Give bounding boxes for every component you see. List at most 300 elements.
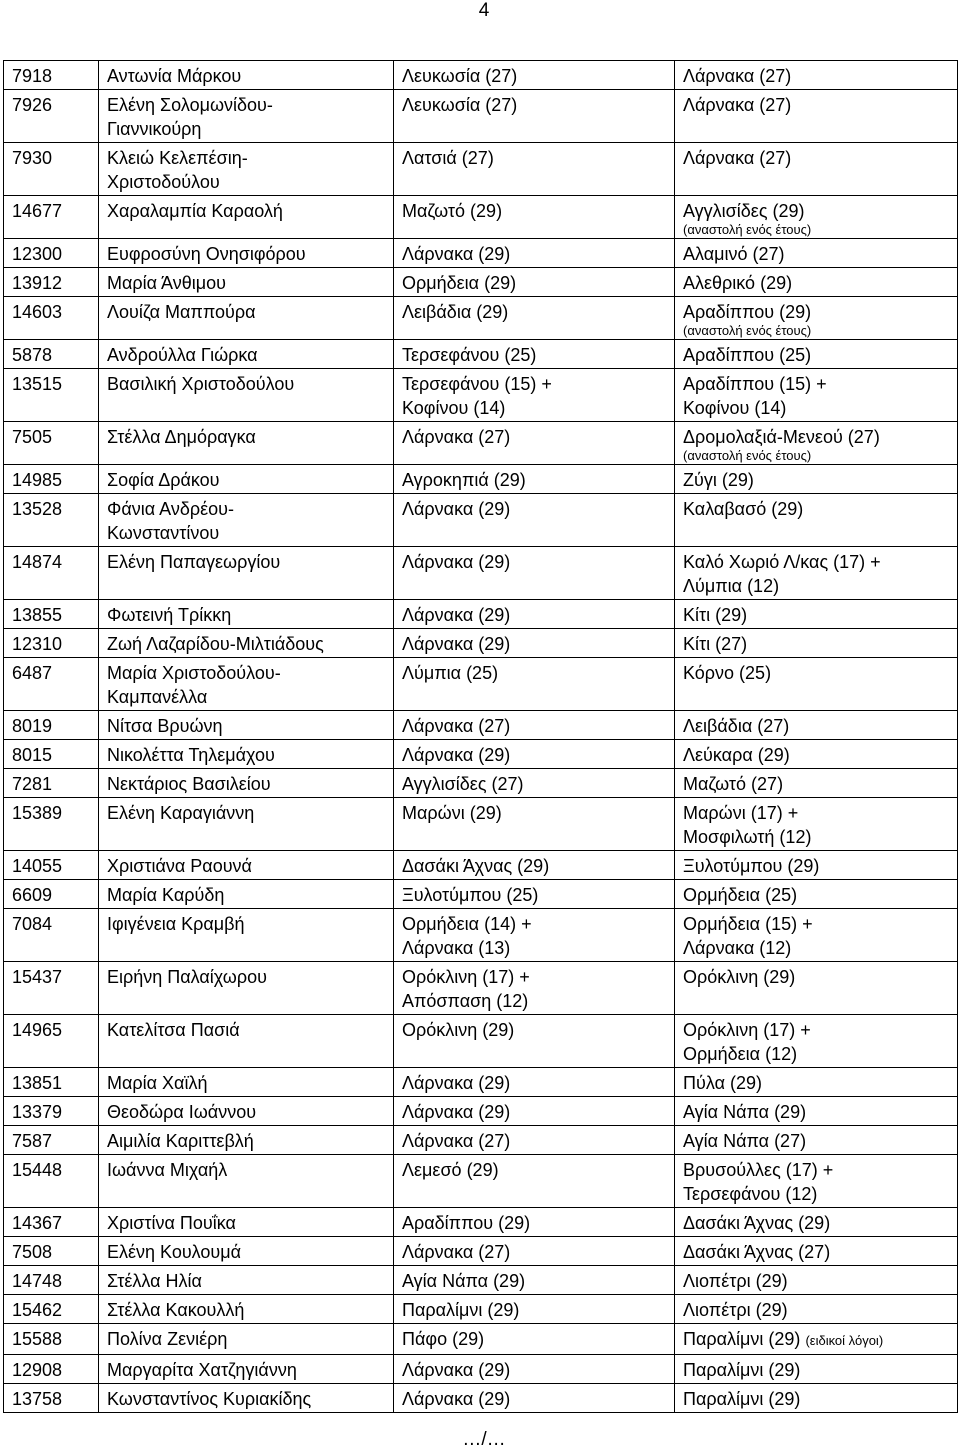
cell-text: Ξυλοτύμπου (29): [683, 856, 820, 876]
current-school: [394, 629, 675, 658]
cell-text: Αιμιλία Καριττεβλή: [107, 1131, 254, 1151]
cell-text: Ελένη Κουλουμά: [107, 1242, 242, 1262]
cell-text: Λάρνακα (27): [402, 1242, 511, 1262]
cell-text: Λιοπέτρι (29): [683, 1300, 788, 1320]
teacher-name: [99, 1324, 394, 1355]
current-school: [394, 1126, 675, 1155]
cell-text: Κοφίνου (14): [402, 398, 506, 418]
cell-text: 13515: [12, 374, 63, 394]
cell-text: Παραλίμνι (29): [683, 1389, 801, 1409]
table-row: [4, 740, 958, 769]
cell-text: 15389: [12, 803, 63, 823]
cell-text: 7930: [12, 148, 53, 168]
teacher-id: [4, 465, 99, 494]
new-school: [675, 1126, 958, 1155]
teacher-id: [4, 711, 99, 740]
table-row: [4, 90, 958, 143]
teacher-name: [99, 1237, 394, 1266]
teacher-name: [99, 196, 394, 239]
current-school: [394, 1266, 675, 1295]
transfer-note: (αναστολή ενός έτους): [683, 448, 812, 463]
teacher-id: [4, 798, 99, 851]
table-row: [4, 798, 958, 851]
cell-text: 7084: [12, 914, 53, 934]
cell-text: 13528: [12, 499, 63, 519]
cell-text: Αγία Νάπα (29): [402, 1271, 526, 1291]
cell-text: Λάρνακα (27): [683, 148, 792, 168]
new-school: [675, 143, 958, 196]
teacher-name: [99, 740, 394, 769]
cell-text: Δασάκι Άχνας (29): [402, 856, 550, 876]
new-school: [675, 880, 958, 909]
cell-text: Αντωνία Μάρκου: [107, 66, 242, 86]
table-row: [4, 629, 958, 658]
cell-text: 12310: [12, 634, 63, 654]
cell-text: Χαραλαμπία Καραολή: [107, 201, 283, 221]
cell-text: Μαζωτό (29): [402, 201, 503, 221]
table-row: [4, 1237, 958, 1266]
cell-text: Λευκωσία (27): [402, 66, 518, 86]
transfer-note: (αναστολή ενός έτους): [683, 323, 812, 338]
current-school: [394, 547, 675, 600]
new-school: [675, 600, 958, 629]
table-row: [4, 769, 958, 798]
cell-text: Βασιλική Χριστοδούλου: [107, 374, 295, 394]
teacher-id: [4, 196, 99, 239]
cell-text: Ορόκλινη (29): [402, 1020, 515, 1040]
cell-text: 14985: [12, 470, 63, 490]
current-school: [394, 1324, 675, 1355]
teacher-id: [4, 600, 99, 629]
cell-text: Ορμήδεια (25): [683, 885, 798, 905]
cell-text: 8019: [12, 716, 53, 736]
new-school: [675, 465, 958, 494]
cell-text: Ευφροσύνη Ονησιφόρου: [107, 244, 306, 264]
current-school: [394, 880, 675, 909]
cell-text: Απόσπαση (12): [402, 991, 529, 1011]
cell-text: Θεοδώρα Ιωάννου: [107, 1102, 257, 1122]
teacher-name: [99, 880, 394, 909]
cell-text: Αραδίππου (29): [683, 302, 812, 322]
teacher-id: [4, 547, 99, 600]
cell-text: Λάρνακα (29): [402, 1389, 511, 1409]
teacher-name: [99, 494, 394, 547]
new-school: [675, 711, 958, 740]
cell-text: 15448: [12, 1160, 63, 1180]
teacher-name: [99, 239, 394, 268]
cell-text: Τερσεφάνου (25): [402, 345, 537, 365]
table-row: [4, 851, 958, 880]
current-school: [394, 769, 675, 798]
cell-text: Νικολέττα Τηλεμάχου: [107, 745, 275, 765]
cell-text: Κλειώ Κελεπέσιη-: [107, 148, 248, 168]
cell-text: Νίτσα Βρυώνη: [107, 716, 223, 736]
cell-text: Λάρνακα (29): [402, 1073, 511, 1093]
cell-text: Αραδίππου (25): [683, 345, 812, 365]
cell-text: 15588: [12, 1329, 63, 1349]
current-school: [394, 1068, 675, 1097]
cell-text: Χριστοδούλου: [107, 172, 220, 192]
new-school: [675, 1295, 958, 1324]
table-row: [4, 422, 958, 465]
page-footer: …/…: [462, 1429, 506, 1450]
table-row: [4, 239, 958, 268]
cell-text: Φωτεινή Τρίκκη: [107, 605, 232, 625]
cell-text: Λάρνακα (27): [683, 66, 792, 86]
current-school: [394, 297, 675, 340]
cell-text: Λάρνακα (29): [402, 634, 511, 654]
cell-text: Κίτι (27): [683, 634, 748, 654]
table-row: [4, 1355, 958, 1384]
current-school: [394, 1155, 675, 1208]
teacher-id: [4, 1068, 99, 1097]
teacher-id: [4, 1237, 99, 1266]
cell-text: 7918: [12, 66, 53, 86]
teacher-id: [4, 1097, 99, 1126]
teacher-id: [4, 1384, 99, 1413]
cell-text: 6609: [12, 885, 53, 905]
cell-text: Πάφο (29): [402, 1329, 485, 1349]
cell-text: Δρομολαξιά-Μενεού (27): [683, 427, 880, 447]
current-school: [394, 962, 675, 1015]
table-row: [4, 909, 958, 962]
new-school: [675, 494, 958, 547]
teacher-id: [4, 1208, 99, 1237]
cell-text: Μαρία Χριστοδούλου-: [107, 663, 281, 683]
teacher-id: [4, 962, 99, 1015]
teacher-id: [4, 369, 99, 422]
teacher-id: [4, 143, 99, 196]
cell-text: Καμπανέλλα: [107, 687, 208, 707]
new-school: [675, 1355, 958, 1384]
teacher-name: [99, 1208, 394, 1237]
teacher-name: [99, 769, 394, 798]
cell-text: 12300: [12, 244, 63, 264]
table-row: [4, 1208, 958, 1237]
teacher-id: [4, 1266, 99, 1295]
cell-text: Λεύκαρα (29): [683, 745, 790, 765]
table-row: [4, 1068, 958, 1097]
cell-text: Ελένη Σολομωνίδου-: [107, 95, 273, 115]
teacher-name: [99, 465, 394, 494]
table-row: [4, 143, 958, 196]
current-school: [394, 494, 675, 547]
teacher-name: [99, 1068, 394, 1097]
teacher-name: [99, 658, 394, 711]
table-row: [4, 658, 958, 711]
current-school: [394, 1015, 675, 1068]
teacher-id: [4, 740, 99, 769]
cell-text: Μαρώνι (17) +: [683, 803, 799, 823]
cell-text: Ορμήδεια (12): [683, 1044, 798, 1064]
table-row: [4, 61, 958, 90]
teacher-name: [99, 547, 394, 600]
new-school: [675, 90, 958, 143]
cell-text: Αγγλισίδες (27): [402, 774, 524, 794]
cell-text: 7926: [12, 95, 53, 115]
cell-text: 15462: [12, 1300, 63, 1320]
current-school: [394, 143, 675, 196]
cell-text: Ιφιγένεια Κραμβή: [107, 914, 245, 934]
new-school: [675, 1015, 958, 1068]
current-school: [394, 1384, 675, 1413]
cell-text: 13379: [12, 1102, 63, 1122]
table-row: [4, 1155, 958, 1208]
cell-text: Μαργαρίτα Χατζηγιάννη: [107, 1360, 297, 1380]
table-row: [4, 340, 958, 369]
teacher-id: [4, 1355, 99, 1384]
table-row: [4, 465, 958, 494]
current-school: [394, 196, 675, 239]
teacher-id: [4, 297, 99, 340]
table-row: [4, 547, 958, 600]
teacher-id: [4, 1155, 99, 1208]
current-school: [394, 798, 675, 851]
cell-text: Κωνσταντίνου: [107, 523, 220, 543]
new-school: [675, 61, 958, 90]
table-row: [4, 1266, 958, 1295]
cell-text: Λάρνακα (29): [402, 499, 511, 519]
cell-text: Κωνσταντίνος Κυριακίδης: [107, 1389, 312, 1409]
cell-text: Ανδρούλλα Γιώρκα: [107, 345, 258, 365]
teacher-name: [99, 143, 394, 196]
new-school: [675, 798, 958, 851]
cell-text: 8015: [12, 745, 53, 765]
cell-text: 7508: [12, 1242, 53, 1262]
cell-text: 14748: [12, 1271, 63, 1291]
teacher-name: [99, 1155, 394, 1208]
cell-text: Λάρνακα (27): [402, 716, 511, 736]
new-school: [675, 851, 958, 880]
cell-text: Αγγλισίδες (29): [683, 201, 805, 221]
table-row: [4, 297, 958, 340]
cell-text: Κατελίτσα Πασιά: [107, 1020, 240, 1040]
new-school: [675, 629, 958, 658]
teacher-name: [99, 600, 394, 629]
cell-text: Ιωάννα Μιχαήλ: [107, 1160, 228, 1180]
cell-text: Αραδίππου (15) +: [683, 374, 827, 394]
new-school: [675, 962, 958, 1015]
new-school: [675, 1208, 958, 1237]
table-row: [4, 1384, 958, 1413]
cell-text: Λευκωσία (27): [402, 95, 518, 115]
new-school: [675, 340, 958, 369]
teacher-name: [99, 1384, 394, 1413]
cell-text: 12908: [12, 1360, 63, 1380]
current-school: [394, 658, 675, 711]
teacher-name: [99, 851, 394, 880]
cell-text: Ορόκλινη (17) +: [683, 1020, 811, 1040]
cell-text: Λύμπια (25): [402, 663, 499, 683]
cell-text: Κόρνο (25): [683, 663, 772, 683]
cell-text: Λάρνακα (29): [402, 552, 511, 572]
table-row: [4, 711, 958, 740]
cell-text: 14965: [12, 1020, 63, 1040]
teacher-id: [4, 880, 99, 909]
teacher-name: [99, 340, 394, 369]
cell-text: Λεμεσό (29): [402, 1160, 499, 1180]
cell-text: Λάρνακα (13): [402, 938, 511, 958]
cell-text: Παραλίμνι (29): [683, 1329, 801, 1349]
teacher-id: [4, 239, 99, 268]
new-school: [675, 1384, 958, 1413]
teacher-name: [99, 1295, 394, 1324]
cell-text: Παραλίμνι (29): [683, 1360, 801, 1380]
new-school: [675, 740, 958, 769]
table-row: [4, 268, 958, 297]
cell-text: Λάρνακα (27): [683, 95, 792, 115]
cell-text: Στέλλα Κακουλλή: [107, 1300, 245, 1320]
cell-text: Πύλα (29): [683, 1073, 762, 1093]
cell-text: 13851: [12, 1073, 63, 1093]
new-school: [675, 909, 958, 962]
current-school: [394, 61, 675, 90]
cell-text: 14367: [12, 1213, 63, 1233]
cell-text: Ζωή Λαζαρίδου-Μιλτιάδους: [107, 634, 324, 654]
cell-text: Μαρία Καρύδη: [107, 885, 225, 905]
current-school: [394, 740, 675, 769]
current-school: [394, 600, 675, 629]
current-school: [394, 1097, 675, 1126]
cell-text: Γιαννικούρη: [107, 119, 202, 139]
new-school: [675, 547, 958, 600]
teacher-name: [99, 1355, 394, 1384]
teacher-name: [99, 90, 394, 143]
teacher-id: [4, 340, 99, 369]
cell-text: Μαζωτό (27): [683, 774, 784, 794]
cell-text: Κίτι (29): [683, 605, 748, 625]
cell-text: Μοσφιλωτή (12): [683, 827, 812, 847]
cell-text: Νεκτάριος Βασιλείου: [107, 774, 271, 794]
cell-text: Πολίνα Ζενιέρη: [107, 1329, 228, 1349]
new-school: [675, 422, 958, 465]
cell-text: Λάρνακα (29): [402, 745, 511, 765]
table-row: [4, 494, 958, 547]
teacher-name: [99, 369, 394, 422]
teacher-id: [4, 61, 99, 90]
teacher-id: [4, 1126, 99, 1155]
cell-text: Ορόκλινη (17) +: [402, 967, 530, 987]
cell-text: Ξυλοτύμπου (25): [402, 885, 539, 905]
cell-text: Ζύγι (29): [683, 470, 754, 490]
cell-text: Ειρήνη Παλαίχωρου: [107, 967, 267, 987]
teacher-id: [4, 658, 99, 711]
current-school: [394, 851, 675, 880]
cell-text: Λουίζα Μαππούρα: [107, 302, 256, 322]
cell-text: Χριστίνα Πουΐκα: [107, 1213, 236, 1233]
cell-text: Δασάκι Άχνας (27): [683, 1242, 831, 1262]
cell-text: Λάρνακα (29): [402, 605, 511, 625]
cell-text: Καλό Χωριό Λ/κας (17) +: [683, 552, 881, 572]
cell-text: 7587: [12, 1131, 53, 1151]
cell-text: Ελένη Καραγιάννη: [107, 803, 255, 823]
new-school: [675, 1068, 958, 1097]
cell-text: Στέλλα Ηλία: [107, 1271, 202, 1291]
current-school: [394, 1237, 675, 1266]
cell-line: [683, 1327, 952, 1353]
teacher-name: [99, 962, 394, 1015]
teacher-id: [4, 769, 99, 798]
table-row: [4, 1126, 958, 1155]
cell-text: 15437: [12, 967, 63, 987]
cell-text: Δασάκι Άχνας (29): [683, 1213, 831, 1233]
teacher-id: [4, 1295, 99, 1324]
table-row: [4, 196, 958, 239]
cell-text: Ελένη Παπαγεωργίου: [107, 552, 281, 572]
new-school: [675, 1097, 958, 1126]
teacher-id: [4, 629, 99, 658]
table-row: [4, 369, 958, 422]
current-school: [394, 268, 675, 297]
new-school: [675, 297, 958, 340]
new-school: [675, 239, 958, 268]
cell-text: Λάρνακα (29): [402, 1360, 511, 1380]
cell-text: 7505: [12, 427, 53, 447]
cell-text: Λάρνακα (29): [402, 244, 511, 264]
teacher-id: [4, 268, 99, 297]
cell-text: Ορμήδεια (15) +: [683, 914, 813, 934]
cell-text: 14055: [12, 856, 63, 876]
teacher-id: [4, 1015, 99, 1068]
teacher-name: [99, 1097, 394, 1126]
current-school: [394, 1355, 675, 1384]
cell-text: Αλαμινό (27): [683, 244, 785, 264]
table-row: [4, 880, 958, 909]
cell-text: Σοφία Δράκου: [107, 470, 220, 490]
cell-text: Ορμήδεια (14) +: [402, 914, 532, 934]
new-school: [675, 1155, 958, 1208]
cell-text: 7281: [12, 774, 53, 794]
current-school: [394, 369, 675, 422]
transfer-table: [3, 60, 958, 1413]
cell-text: 14603: [12, 302, 63, 322]
cell-text: Λατσιά (27): [402, 148, 494, 168]
teacher-name: [99, 1266, 394, 1295]
cell-text: Αγία Νάπα (27): [683, 1131, 807, 1151]
page-number: 4: [478, 0, 490, 21]
new-school: [675, 268, 958, 297]
cell-text: Ορμήδεια (29): [402, 273, 517, 293]
cell-text: 13758: [12, 1389, 63, 1409]
table-row: [4, 1097, 958, 1126]
teacher-name: [99, 61, 394, 90]
teacher-name: [99, 909, 394, 962]
new-school: [675, 658, 958, 711]
teacher-name: [99, 1126, 394, 1155]
current-school: [394, 239, 675, 268]
new-school: [675, 196, 958, 239]
cell-text: Μαρία Άνθιμου: [107, 273, 226, 293]
cell-text: Παραλίμνι (29): [402, 1300, 520, 1320]
cell-text: Λάρνακα (27): [402, 427, 511, 447]
teacher-id: [4, 851, 99, 880]
new-school: [675, 1237, 958, 1266]
cell-text: Τερσεφάνου (15) +: [402, 374, 552, 394]
new-school: [675, 1324, 958, 1355]
cell-text: Αγροκηπιά (29): [402, 470, 526, 490]
teacher-name: [99, 1015, 394, 1068]
teacher-name: [99, 297, 394, 340]
current-school: [394, 711, 675, 740]
cell-text: 13855: [12, 605, 63, 625]
current-school: [394, 90, 675, 143]
current-school: [394, 1208, 675, 1237]
cell-text: Αραδίππου (29): [402, 1213, 531, 1233]
teacher-name: [99, 422, 394, 465]
current-school: [394, 422, 675, 465]
cell-text: Μαρώνι (29): [402, 803, 502, 823]
cell-text: Φάνια Ανδρέου-: [107, 499, 234, 519]
